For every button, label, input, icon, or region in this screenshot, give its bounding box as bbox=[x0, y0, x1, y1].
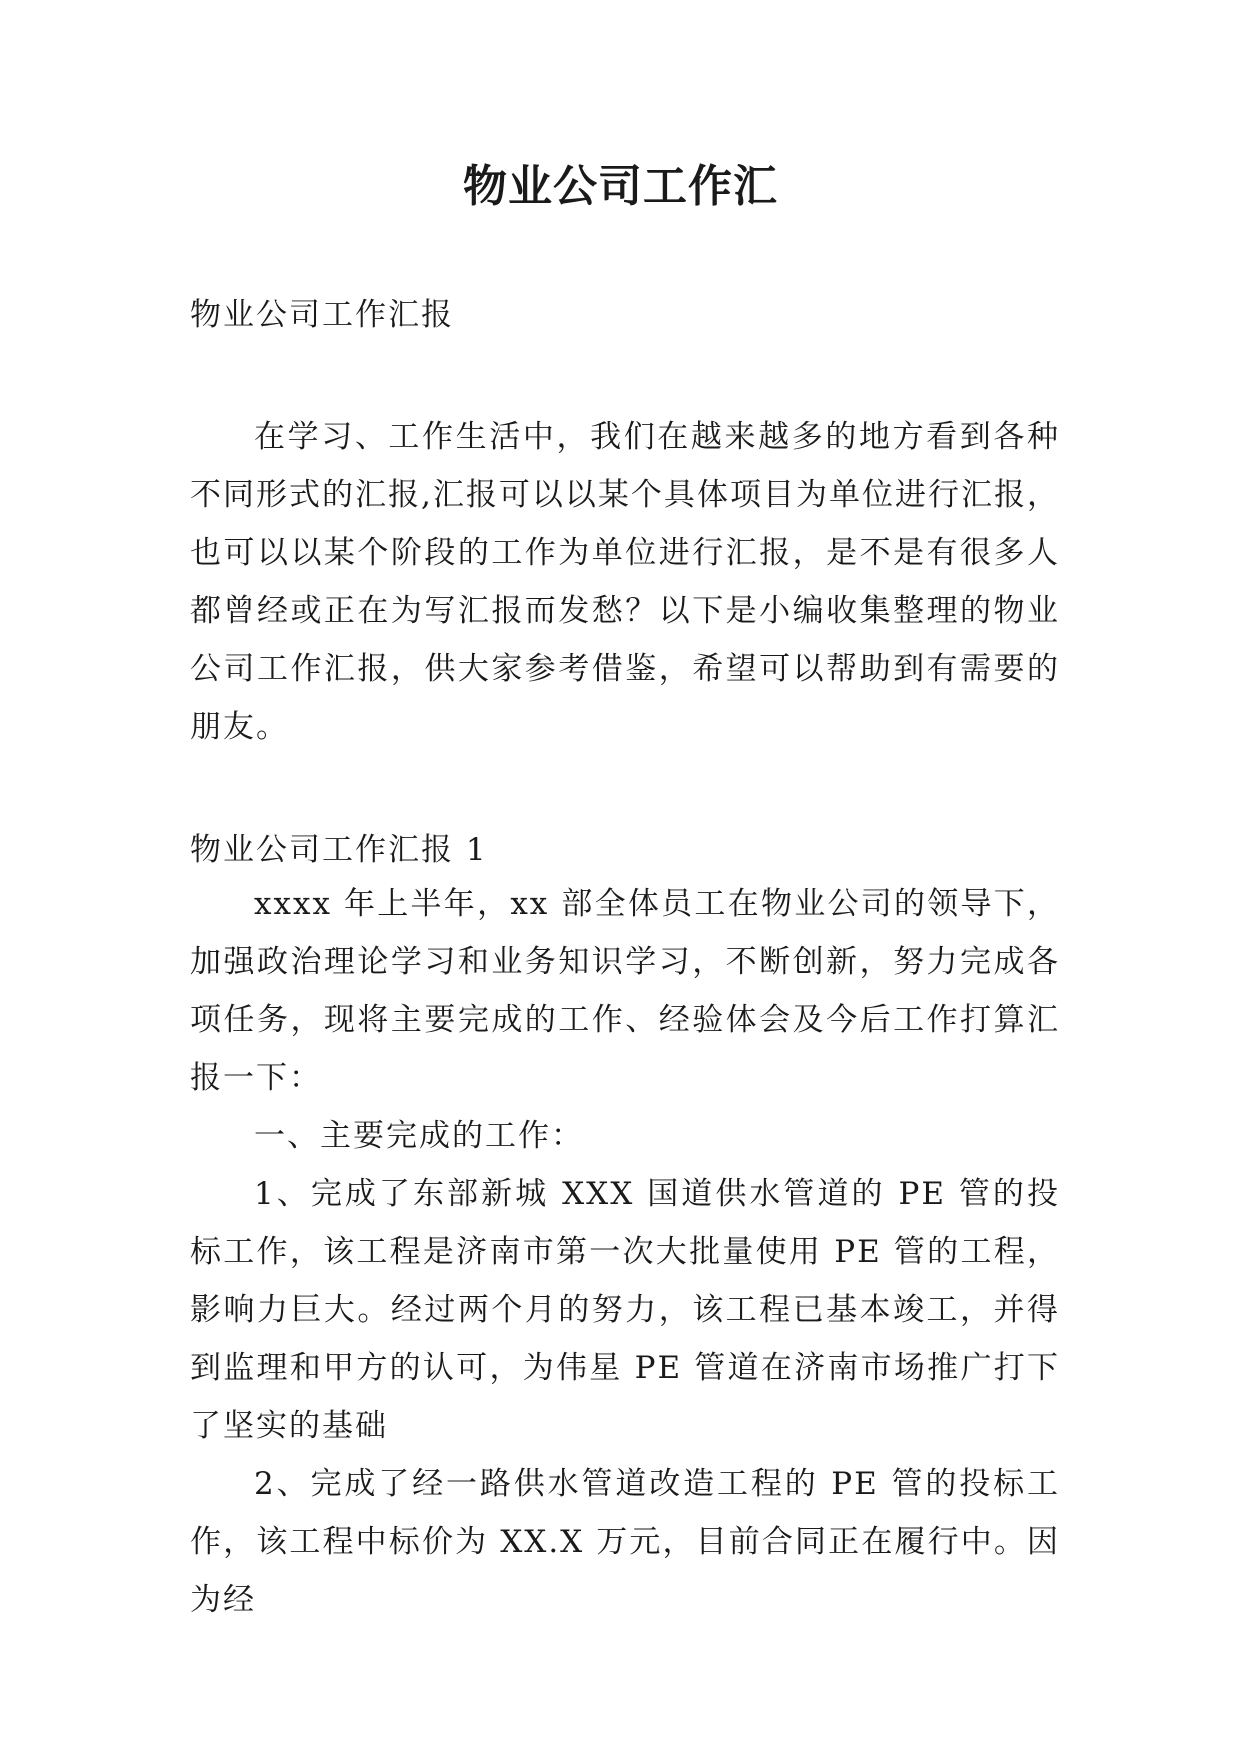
document-title: 物业公司工作汇 bbox=[463, 161, 778, 212]
document-subtitle: 物业公司工作汇报 bbox=[190, 297, 454, 333]
section-body bbox=[190, 875, 1060, 1629]
paragraph-overview: xxxx 年上半年，xx 部全体员工在物业公司的领导下，加强政治理论学习和业务知识学习，不断创新，努力完成各项任务，现将主要完成的工作、经验体会及今后工作打算汇报一下： bbox=[190, 886, 1060, 1096]
intro-paragraph: 在学习、工作生活中，我们在越来越多的地方看到各种不同形式的汇报,汇报可以以某个具体项目为单位进行汇报，也可以以某个阶段的工作为单位进行汇报，是不是有很多人都曾经或正在为写汇报而发愁？以下是小编收集整理的物业公司工作汇报，供大家参考借鉴，希望可以帮助到有需要的朋友。 bbox=[190, 419, 1060, 745]
paragraph-main-work-heading: 一、主要完成的工作： bbox=[254, 1118, 584, 1154]
section-heading: 物业公司工作汇报 1 bbox=[190, 832, 488, 868]
paragraph-item-2: 2、完成了经一路供水管道改造工程的 PE 管的投标工作，该工程中标价为 XX.X 万元，目前合同正在履行中。因为经 bbox=[190, 1466, 1060, 1618]
paragraph-item-1: 1、完成了东部新城 XXX 国道供水管道的 PE 管的投标工作，该工程是济南市第一次大批量使用 PE 管的工程，影响力巨大。经过两个月的努力，该工程已基本竣工，并得到监理和甲方的认可，为伟星 PE 管道在济南市场推广打下了坚实的基础 bbox=[190, 1176, 1060, 1444]
